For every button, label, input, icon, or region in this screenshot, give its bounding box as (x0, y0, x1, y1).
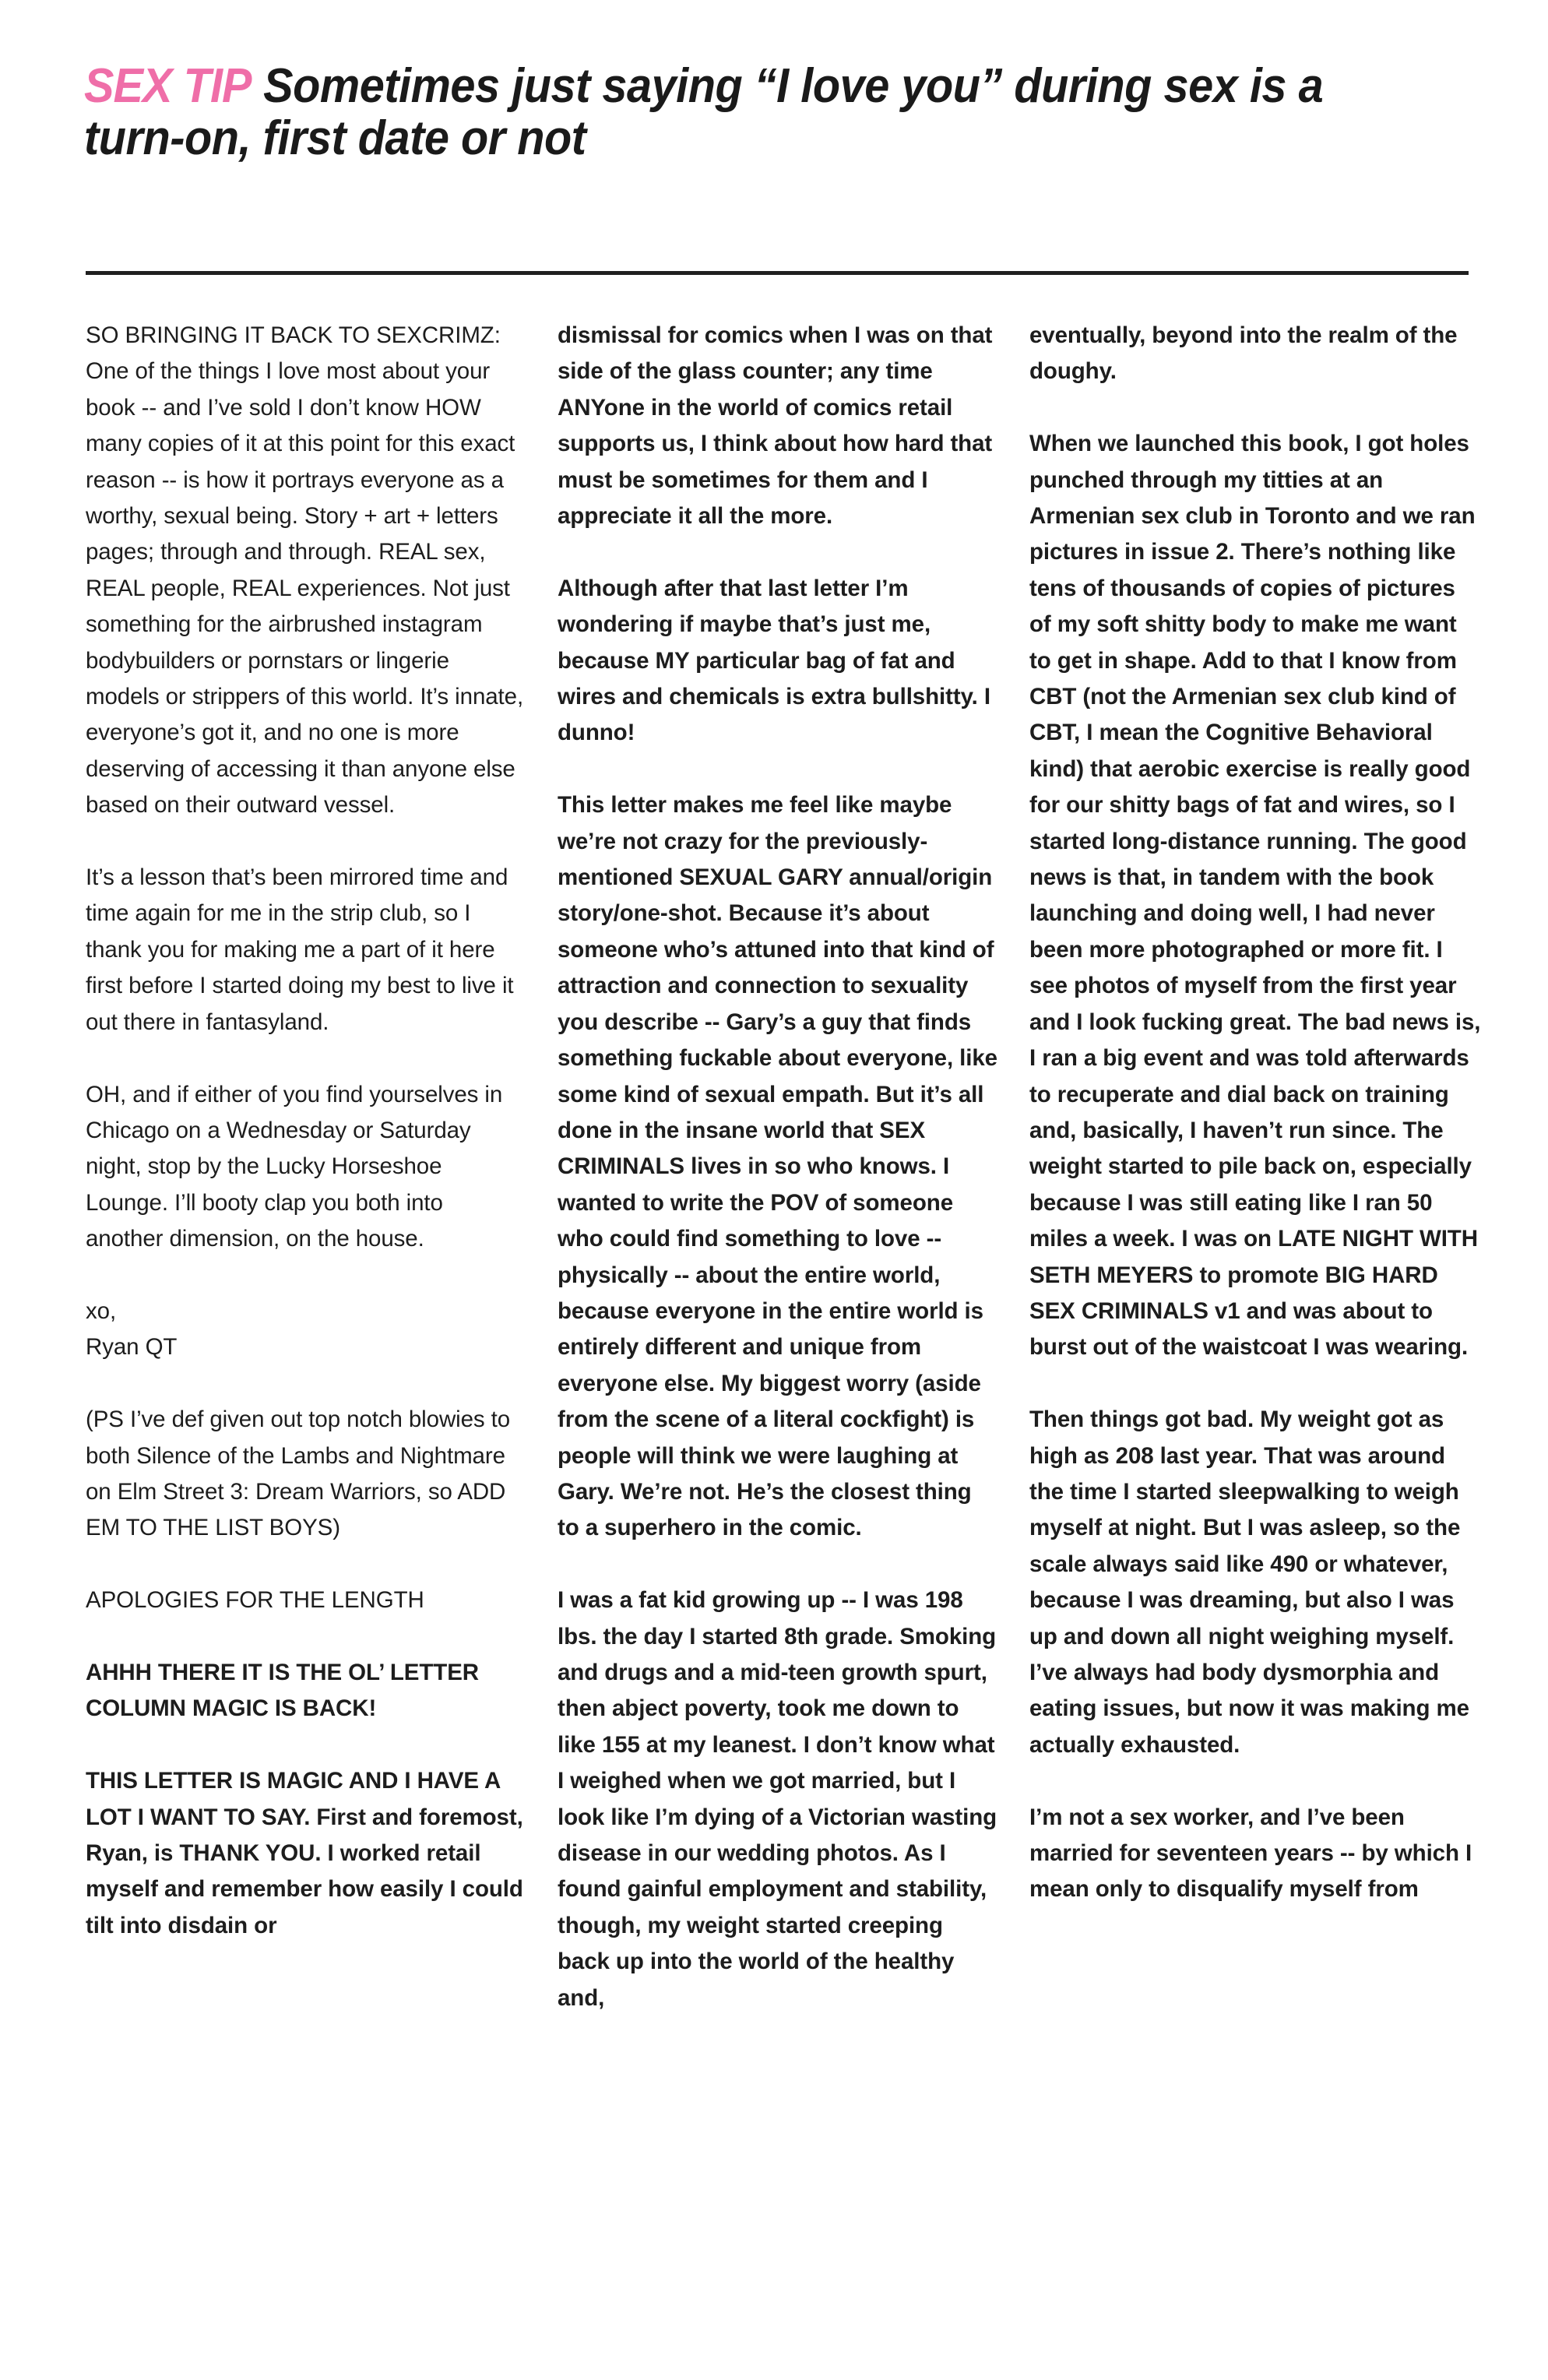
page-headline (84, 61, 1478, 165)
paragraph: APOLOGIES FOR THE LENGTH (86, 1587, 424, 1614)
paragraph: (PS I’ve def given out top notch blowies to both Silence of the Lambs and Nightmare on Elm Street 3: Dream Warriors, so ADD EM TO THE LIST BOYS) (86, 1407, 511, 1541)
paragraph: eventually, beyond into the realm of the doughy. (1029, 322, 1458, 385)
paragraph: Although after that last letter I’m wondering if maybe that’s just me, because MY particular bag of fat and wires and chemicals is extra bullshitty. I dunno! (558, 575, 990, 746)
signoff-line: xo, (86, 1297, 117, 1324)
headline-text (84, 61, 1381, 165)
header-divider (86, 271, 1469, 275)
paragraph: I’m not a sex worker, and I’ve been married for seventeen years -- by which I mean only to disqualify myself from (1029, 1804, 1472, 1903)
signature-name: Ryan QT (86, 1334, 178, 1361)
paragraph: SO BRINGING IT BACK TO SEXCRIMZ: One of the things I love most about your book -- and I’ve sold I don’t know HOW many copies of it at this point for this exact reason -- is how it portrays everyone as a worthy, sexual being. Story + art + letters pages; through and through. REAL sex, REAL people, REAL experiences. Not just something for the airbrushed instagram bodybuilders or pornstars or lingerie models or strippers of this world. It’s innate, everyone’s got it, and no one is more deserving of accessing it than anyone else based on their outward vessel. (86, 322, 524, 819)
headline-kicker: SEX TIP (84, 59, 252, 113)
paragraph: dismissal for comics when I was on that side of the glass counter; any time ANYone in the world of comics retail supports us, I think about how hard that must be sometimes for them and I appreciate it all the more. (558, 322, 993, 530)
paragraph: AHHH THERE IT IS THE OL’ LETTER COLUMN MAGIC IS BACK! (86, 1659, 479, 1722)
text-column-1 (86, 318, 526, 1944)
paragraph: THIS LETTER IS MAGIC AND I HAVE A LOT I WANT TO SAY. First and foremost, Ryan, is THANK YOU. I worked retail myself and remember how easily I could tilt into disdain or (86, 1768, 523, 1938)
paragraph: I was a fat kid growing up -- I was 198 lbs. the day I started 8th grade. Smoking and drugs and a mid-teen growth spurt, then abject poverty, took me down to like 155 at my leanest. I don’t know what I weighed when we got married, but I look like I’m dying of a Victorian wasting disease in our wedding photos. As I found gainful employment and stability, though, my weight started creeping back up into the world of the healthy and, (558, 1587, 997, 2011)
text-column-3 (1029, 318, 1481, 1908)
paragraph: This letter makes me feel like maybe we’re not crazy for the previously-mentioned SEXUAL GARY annual/origin story/one-shot. Because it’s about someone who’s attuned into that kind of attraction and connection to sexuality you describe -- Gary’s a guy that finds something fuckable about everyone, like some kind of sexual empath. But it’s all done in the insane world that SEX CRIMINALS lives in so who knows. I wanted to write the POV of someone who could find something to love -- physically -- about the entire world, because everyone in the entire world is entirely different and unique from everyone else. My biggest worry (aside from the scene of a literal cockfight) is people will think we were laughing at Gary. We’re not. He’s the closest thing to a superhero in the comic. (558, 792, 997, 1541)
paragraph: OH, and if either of you find yourselves in Chicago on a Wednesday or Saturday night, stop by the Lucky Horseshoe Lounge. I’ll booty clap you both into another dimension, on the house. (86, 1081, 503, 1252)
paragraph: Then things got bad. My weight got as high as 208 last year. That was around the time I started sleepwalking to weigh myself at night. But I was asleep, so the scale always said like 490 or whatever, because I was dreaming, but also I was up and down all night weighing myself. I’ve always had body dysmorphia and eating issues, but now it was making me actually exhausted. (1029, 1407, 1469, 1758)
paragraph: It’s a lesson that’s been mirrored time and time again for me in the strip club, so I thank you for making me a part of it here first before I started doing my best to live it out there in fantasyland. (86, 864, 514, 1035)
column-container (86, 318, 1479, 2016)
text-column-2 (558, 318, 998, 2016)
headline-body: Sometimes just saying “I love you” during sex is a turn-on, first date or not (84, 59, 1324, 165)
paragraph: When we launched this book, I got holes punched through my titties at an Armenian sex club in Toronto and we ran pictures in issue 2. There’s nothing like tens of thousands of copies of pictures of my soft shitty body to make me want to get in shape. Add to that I know from CBT (not the Armenian sex club kind of CBT, I mean the Cognitive Behavioral kind) that aerobic exercise is really good for our shitty bags of fat and wires, so I started long-distance running. The good news is that, in tandem with the book launching and doing well, I had never been more photographed or more fit. I see photos of myself from the first year and I look fucking great. The bad news is, I ran a big event and was told afterwards to recuperate and dial back on training and, basically, I haven’t run since. The weight started to pile back on, especially because I was still eating like I ran 50 miles a week. I was on LATE NIGHT WITH SETH MEYERS to promote BIG HARD SEX CRIMINALS v1 and was about to burst out of the waistcoat I was wearing. (1029, 431, 1481, 1361)
